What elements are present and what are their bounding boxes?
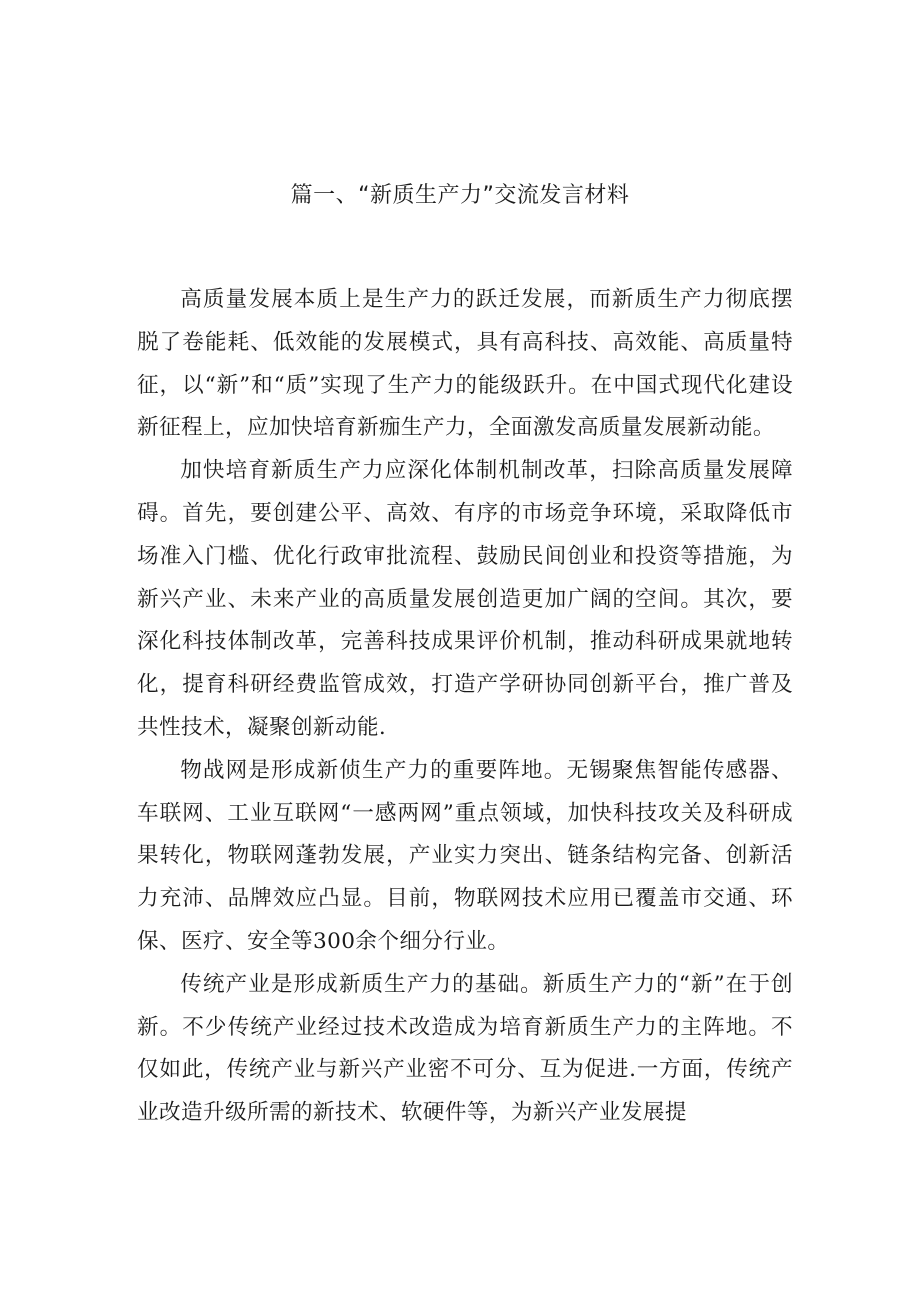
paragraph-3: 物战网是形成新侦生产力的重要阵地。无锡聚焦智能传感器、车联网、工业互联网“一感两网”重点领域，加快科技攻关及科研成果转化，物联网蓬勃发展，产业实力突出、链条结构完备、创新活力充沛、品牌效应凸显。目前，物联网技术应用已覆盖市交通、环保、医疗、安全等300余个细分行业。	[137, 757, 793, 954]
paragraph-1: 高质量发展本质上是生产力的跃迁发展，而新质生产力彻底摆脱了卷能耗、低效能的发展模式，具有高科技、高效能、高质量特征，以“新”和“质”实现了生产力的能级跃升。在中国式现代化建设新征程上，应加快培育新痂生产力，全面激发高质量发展新动能。	[137, 287, 793, 441]
document-body	[137, 279, 793, 1135]
paragraph-4: 传统产业是形成新质生产力的基础。新质生产力的“新”在于创新。不少传统产业经过技术改造成为培育新质生产力的主阵地。不仅如此，传统产业与新兴产业密不可分、互为促进.一方面，传统产业改造升级所需的新技术、软硬件等，为新兴产业发展提	[137, 971, 793, 1126]
paragraph-2: 加快培育新质生产力应深化体制机制改革，扫除高质量发展障碍。首先，要创建公平、高效、有序的市场竞争环境，采取降低市场准入门槛、优化行政审批流程、鼓励民间创业和投资等措施，为新兴产业、未来产业的高质量发展创造更加广阔的空间。其次，要深化科技体制改革，完善科技成果评价机制，推动科研成果就地转化，提育科研经费监管成效，打造产学研协同创新平台，推广普及共性技术，凝聚创新动能.	[137, 458, 793, 740]
document-title: 篇一、“新质生产力”交流发言材料	[290, 183, 630, 208]
